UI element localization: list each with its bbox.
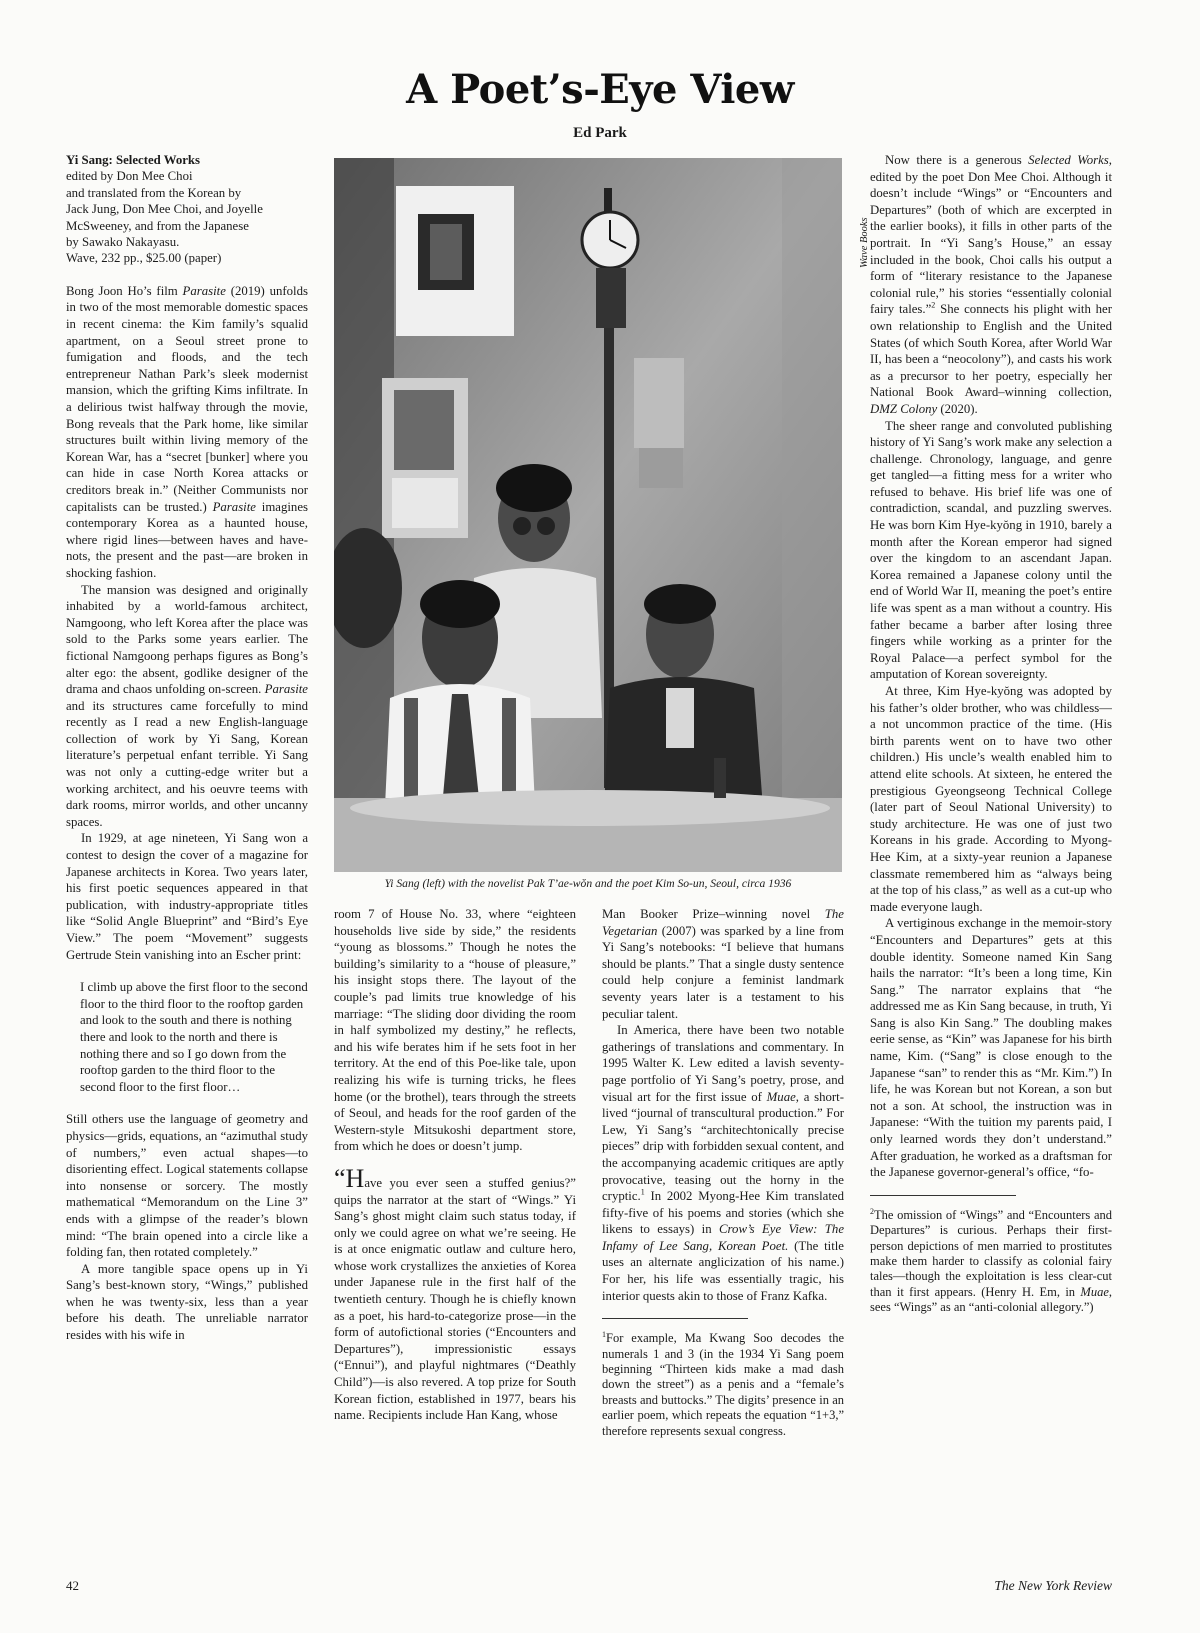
paragraph: Now there is a generous Selected Works, edited by the poet Don Mee Choi. Although it doesn’t include “Wings” or “Encounters and Departures” (both of which are excerpted in the earlier books), it fills in other parts of the portrait. In “Yi Sang’s House,” an essay included in the book, Choi calls his output a form of “literary resistance to the Japanese colonial rule,” his stories “essentially colonial fairy tales.”$^2$ She connects his plight with her own relationship to English and the United States (of which South Korea, after World War II, has been a “neocolony”), and casts his work as a precursor to her poetry, especially her National Book Award–winning collection, DMZ Colony (2020).	[870, 153, 1112, 416]
column-2	[334, 906, 576, 1556]
column-1	[66, 152, 308, 1552]
paragraph: A more tangible space opens up in Yi Sang’s best-known story, “Wings,” published when he was twenty-six, less than a year before his death. The unreliable narrator resides with his wife in	[66, 1261, 308, 1343]
footnote: $^1$For example, Ma Kwang Soo decodes the numerals 1 and 3 (in the 1934 Yi Sang poem beginning “Thirteen kids make a mad dash down the street”) as a penis and a “female’s breasts and buttocks.” The digits’ presence in an earlier poem, which repeats the equation “1+3,” therefore represents sexual congress.	[602, 1330, 844, 1438]
byline: Ed Park	[573, 125, 627, 141]
footnote: $^2$The omission of “Wings” and “Encounters and Departures” is curious. Perhaps their first-person depictions of men married to prostitutes make them harder to classify as colonial fairy tales—though the exploitation is less clear-cut than it first appears. (Henry H. Em, in Muae, sees “Wings” as an “anti-colonial allegory.”)	[870, 1206, 1112, 1315]
paragraph: Bong Joon Ho’s film Parasite (2019) unfolds in two of the most memorable domestic spaces in recent cinema: the Kim family’s squalid apartment, on a Seoul street prone to fumigation and floods, and the tech entrepreneur Nathan Park’s sleek modernist mansion, which the grifting Kims infiltrate. In a delirious twist halfway through the movie, Bong reveals that the Park home, like similar structures built within living memory of the Korean War, has a “secret [bunker] where you can hide in case North Korea attacks or creditors break in.” (Neither Communists nor capitalists can be trusted.) Parasite imagines contemporary Korea as a haunted house, where rigid lines—between haves and have-nots, the present and the past—are broken in shocking fashion.	[66, 283, 308, 580]
book-info-line: McSweeney, and from the Japanese	[66, 218, 249, 233]
paragraph: At three, Kim Hye-kyŏng was adopted by his father’s older brother, who was childless—a not uncommon practice of the time. (His birth parents went on to have two other children.) His uncle’s wealth enabled him to attend elite schools. At sixteen, he entered the prestigious Gyeongseong Technical College (later part of Seoul National University) to study architecture. He was one of just two Koreans in his grade. According to Myong-Hee Kim, at a sixty-year reunion a Japanese classmate remembered him as “always being at the top of his class,” as well as a cut-up who made everyone laugh.	[870, 684, 1112, 914]
book-info-line: Wave, 232 pp., $25.00 (paper)	[66, 251, 222, 266]
book-title: Yi Sang: Selected Works	[66, 153, 201, 167]
paragraph: A vertiginous exchange in the memoir-story “Encounters and Departures” gets at this double identity. Someone named Kin Sang hails the narrator: “It’s been a long time, Kin Sang.” The narrator explains that “he addressed me as Kin Sang because, in truth, Yi Sang is also Kin Sang.” The doubling makes eerie sense, as “Kin” was Japanese for his birth name, Kim. (“Sang” is close enough to the Japanese “san” to render this as “Mr. Kim.”) In life, he was Korean but not Korean, a son but not a son. At school, the instruction was in Japanese: “With the tuition my parents paid, I only learned words they don’t understand.” After graduation, he worked as a draftsman for the Japanese governor-general’s office, “fo-	[870, 916, 1112, 1180]
book-info-line: by Sawako Nakayasu.	[66, 235, 180, 250]
photograph	[334, 158, 842, 872]
photo-illustration	[334, 158, 842, 872]
book-info	[66, 152, 308, 267]
article-title: A Poet’s-Eye View	[406, 66, 794, 113]
page-number: 42	[66, 1578, 79, 1593]
column-4	[870, 152, 1112, 1552]
photo-credit: Wave Books	[859, 217, 870, 268]
paragraph: The sheer range and convoluted publishing history of Yi Sang’s work make any selection a challenge. Chronology, language, and genre get tangled—a fitting mess for a writer who refused to behave. His brief life was one of contradiction, scandal, and puzzling swerves. He was born Kim Hye-kyŏng in 1910, barely a month after the Korean emperor had signed over the kingdom to an ascendant Japan. Korea remained a Japanese colony until the end of World War II, meaning the poet’s entire life was spent as a man without a country. His father became a barber after losing three fingers while working as a printer for the Royal Palace—a perfect symbol for the amputation of Korean sovereignty.	[870, 418, 1112, 682]
paragraph: Still others use the language of geometry and physics—grids, equations, an “azimuthal study of numbers,” even actual shapes—to disorienting effect. Logical statements collapse into nonsense or sorcery. The mostly mathematical “Memorandum on the Line 3” ends with a glimpse of the reader’s blown mind: “The brain opened into a circle like a folding fan, then rotated completely.”	[66, 1112, 308, 1260]
footnote-rule	[870, 1195, 1016, 1196]
paragraph: Man Booker Prize–winning novel The Vegetarian (2007) was sparked by a line from Yi Sang’s notebooks: “I believe that humans should be plants.” That a single dusty sentence could help conjure a feminist landmark seventy years later is a testament to his peculiar talent.	[602, 907, 844, 1021]
book-info-line: Jack Jung, Don Mee Choi, and Joyelle	[66, 202, 263, 217]
book-info-line: edited by Don Mee Choi	[66, 169, 193, 184]
paragraph: “Have you ever seen a stuffed genius?” quips the narrator at the start of “Wings.” Yi Sang’s ghost might claim such status today, if only we could agree on what we’re seeing. He is at once enigmatic outlaw and culture hero, whose work crystallizes the anxieties of Korea under Japanese rule in the first half of the twentieth century. Though he is chiefly known as a poet, his hard-to-categorize prose—in the form of autofictional stories (“Encounters and Departures”), impressionistic essays (“Ennui”), and playful nightmares (“Deathly Child”)—is also revered. A top prize for South Korean fiction, established in 1977, bears his name. Recipients include Han Kang, whose	[334, 1163, 576, 1423]
book-info-line: and translated from the Korean by	[66, 185, 242, 200]
poem-excerpt: I climb up above the first floor to the second floor to the third floor to the rooftop garden and look to the south and there is nothing there and look to the north and there is nothing there and so I go down from the rooftop garden to the third floor to the second floor to the first floor…	[80, 980, 308, 1094]
footnote-rule	[602, 1318, 748, 1319]
publication-name: The New York Review	[994, 1578, 1112, 1593]
paragraph: room 7 of House No. 33, where “eighteen households live side by side,” the residents “young as blossoms.” Though he notes the building’s similarity to a “house of pleasure,” his insight stops there. The layout of the couple’s pad limits true knowledge of his marriage: “The sliding door dividing the room in half symbolized my destiny,” he reflects, and his wife berates him if he sets foot in her territory. At the end of this Poe-like tale, upon realizing his wife is turning tricks, he flees home (or the brothel), tears through the streets of Seoul, and heads for the roof garden of the Western-style Mitsukoshi department store, from which he does or doesn’t jump.	[334, 907, 576, 1154]
paragraph: In 1929, at age nineteen, Yi Sang won a contest to design the cover of a magazine for Japanese architects in Korea. Two years later, his first poetic sequences appeared in that publication, with industry-appropriate titles like “Solid Angle Blueprint” and “Bird’s Eye View.” The poem “Movement” suggests Gertrude Stein vanishing into an Escher print:	[66, 831, 308, 962]
column-3	[602, 906, 844, 1556]
paragraph: The mansion was designed and originally inhabited by a world-famous architect, Namgoong, who left Korea after the place was sold to the Parks some years earlier. The fictional Namgoong perhaps figures as Bong’s alter ego: the absent, godlike designer of the drama and chaos unfolding on-screen. Parasite and its structures came forcefully to mind recently as I read a new English-language collection of work by Yi Sang, Korean literature’s perpetual enfant terrible. Yi Sang was not only a cutting-edge writer but a working architect, and his oeuvre teems with dark rooms, mirror worlds, and other uncanny spaces.	[66, 582, 308, 829]
photo-caption: Yi Sang (left) with the novelist Pak T’ae-wŏn and the poet Kim So-un, Seoul, circa 1936	[384, 877, 792, 890]
drop-cap: “H	[334, 1163, 365, 1193]
paragraph: In America, there have been two notable gatherings of translations and commentary. In 1995 Walter K. Lew edited a lavish seventy-page portfolio of Yi Sang’s poetry, prose, and visual art for the first issue of Muae, a short-lived “journal of transcultural production.” For Lew, Yi Sang’s “architechtonically precise pieces” drip with forbidden sexual content, and the accompanying academic critiques are aptly provocative, teasing out the horny in the cryptic.$^1$ In 2002 Myong-Hee Kim translated fifty-five of his poems and stories (which she likens to essays) in Crow’s Eye View: The Infamy of Lee Sang, Korean Poet. (The title uses an alternate anglicization of his name.) For her, his life was essentially tragic, his interior quests akin to those of Franz Kafka.	[602, 1023, 844, 1303]
